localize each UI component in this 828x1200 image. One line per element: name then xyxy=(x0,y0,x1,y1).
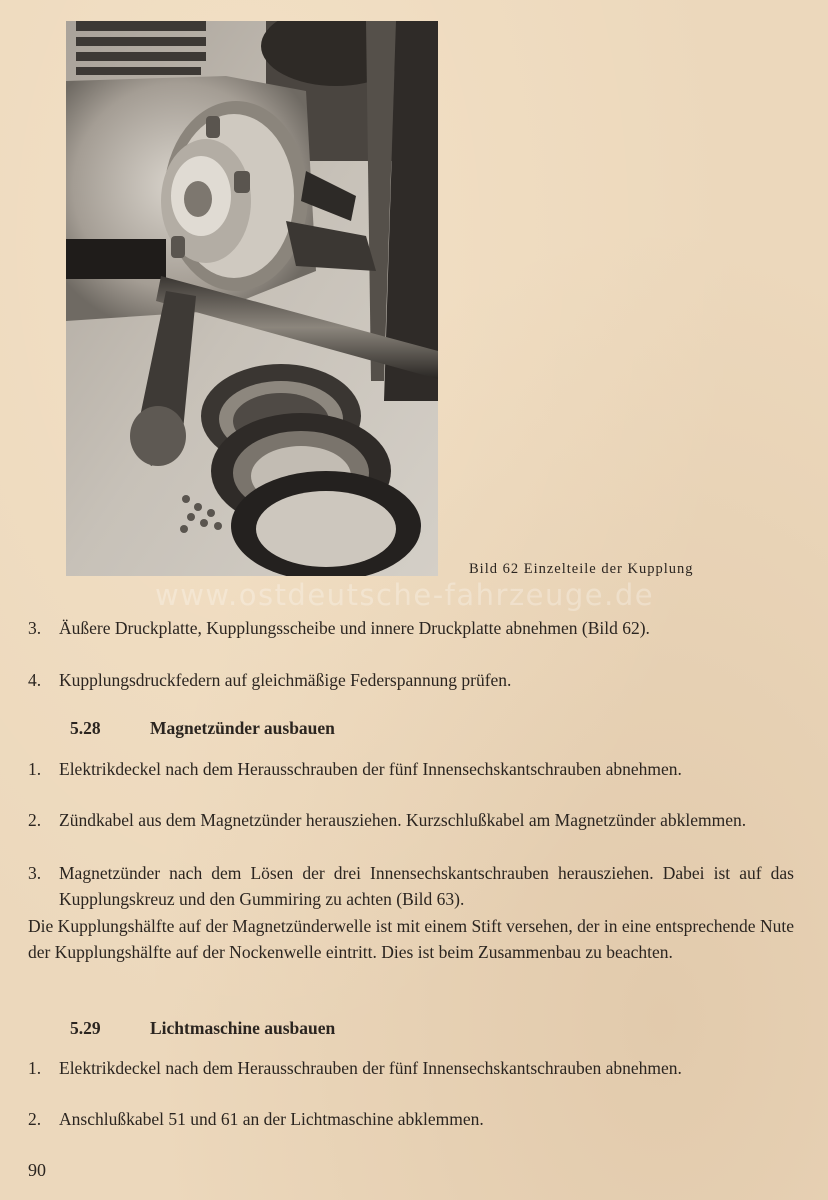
step-text: Elektrikdeckel nach dem Herausschrauben der fünf Innensechskantschrauben abnehmen. xyxy=(59,759,682,779)
step-text: Äußere Druckplatte, Kupplungsscheibe und innere Druckplatte abnehmen (Bild 62). xyxy=(59,618,650,638)
figure-caption: Bild 62 Einzelteile der Kupplung xyxy=(469,561,694,577)
step-number: 4. xyxy=(28,670,42,690)
list-item xyxy=(28,860,794,912)
section-title: Magnetzünder ausbauen xyxy=(150,718,335,738)
section-title: Lichtmaschine ausbauen xyxy=(150,1018,336,1038)
list-item xyxy=(28,756,794,782)
watermark-text: www.ostdeutsche-fahrzeuge.de xyxy=(155,578,655,612)
step-text: Kupplungsdruckfedern auf gleichmäßige Federspannung prüfen. xyxy=(59,670,512,690)
step-text: Elektrikdeckel nach dem Herausschrauben der fünf Innensechskantschrauben abnehmen. xyxy=(59,1058,682,1078)
list-item xyxy=(28,1106,794,1132)
step-text: Magnetzünder nach dem Lösen der drei Innensechskantschrauben herausziehen. Dabei ist auf das Kupplungskreuz und den Gummiring zu achten (Bild 63). xyxy=(59,863,794,909)
step-number: 3. xyxy=(28,618,42,638)
section-heading xyxy=(70,718,335,739)
list-item xyxy=(28,807,794,833)
step-number: 3. xyxy=(28,863,42,883)
step-number: 1. xyxy=(28,1058,42,1078)
step-number: 2. xyxy=(28,1109,42,1129)
step-number: 1. xyxy=(28,759,42,779)
section-number: 5.28 xyxy=(70,718,101,738)
figure-photo-clutch-parts xyxy=(66,21,438,576)
paragraph-note: Die Kupplungshälfte auf der Magnetzünderwelle ist mit einem Stift versehen, der in eine entsprechende Nute der Kupplungshälfte auf der Nockenwelle eintritt. Dies ist beim Zusammenbau zu beachten. xyxy=(28,916,794,962)
section-number: 5.29 xyxy=(70,1018,101,1038)
section-heading xyxy=(70,1018,335,1039)
list-item xyxy=(28,667,794,693)
list-item xyxy=(28,1055,794,1081)
step-text: Anschlußkabel 51 und 61 an der Lichtmaschine abklemmen. xyxy=(59,1109,484,1129)
page-number: 90 xyxy=(28,1160,46,1180)
step-number: 2. xyxy=(28,810,42,830)
list-item xyxy=(28,615,794,641)
step-text: Zündkabel aus dem Magnetzünder herausziehen. Kurzschlußkabel am Magnetzünder abklemmen. xyxy=(59,810,747,830)
